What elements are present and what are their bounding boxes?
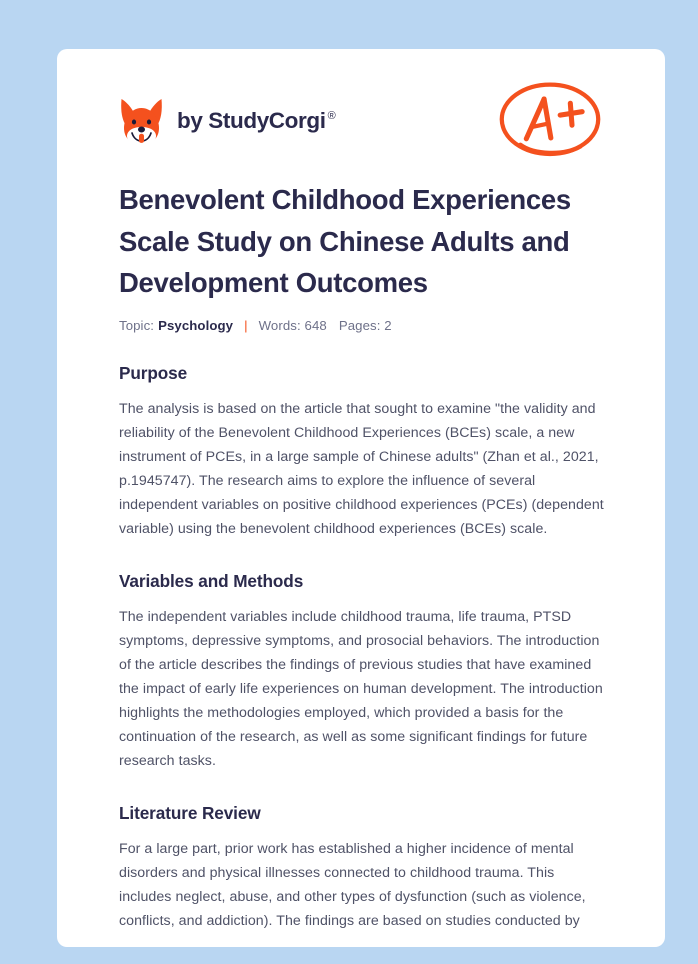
brand-block[interactable] (119, 96, 335, 146)
registered-trademark-icon: ® (327, 110, 336, 123)
document-card-inner (57, 49, 665, 933)
section-body-variables-and-methods: The independent variables include childhood trauma, life trauma, PTSD symptoms, depressive symptoms, and prosocial behaviors. The introduction of the article describes the findings of previous studies that have examined the impact of early life experiences on human development. The introduction highlights the methodologies employed, which provided a basis for the continuation of the research, as well as some significant findings for future research tasks. (119, 608, 603, 769)
section-heading-literature-review: Literature Review (119, 802, 261, 823)
meta-separator: | (244, 317, 248, 333)
document-card (57, 49, 665, 947)
meta-pages: Pages: 2 (338, 317, 392, 333)
meta-topic-value[interactable]: Psychology (158, 317, 234, 333)
document-meta (119, 318, 605, 333)
page-title: Benevolent Childhood Experiences Scale Study on Chinese Adults and Development Outcomes (119, 184, 571, 298)
brand-name: by StudyCorgi ® (177, 107, 336, 133)
meta-words: Words: 648 (258, 317, 327, 333)
meta-topic-label: Topic: (119, 317, 155, 333)
document-header (119, 79, 605, 163)
section-heading-purpose: Purpose (119, 362, 188, 383)
section-heading-variables-and-methods: Variables and Methods (119, 570, 304, 591)
corgi-face-icon (119, 96, 164, 146)
section-body-literature-review: For a large part, prior work has established a higher incidence of mental disorders and physical illnesses connected to childhood trauma. This includes neglect, abuse, and other types of dysfunction (such as violence, conflicts, and addiction). The findings are based on studies conducted by (119, 840, 586, 929)
a-plus-grade-icon (495, 77, 605, 165)
section-body-purpose: The analysis is based on the article that sought to examine "the validity and reliability of the Benevolent Childhood Experiences (BCEs) scale, a new instrument of PCEs, in a large sample of Chinese adults" (Zhan et al., 2021, p.1945747). The research aims to explore the influence of several independent variables on positive childhood experiences (PCEs) (dependent variable) using the benevolent childhood experiences (BCEs) scale. (119, 400, 604, 537)
